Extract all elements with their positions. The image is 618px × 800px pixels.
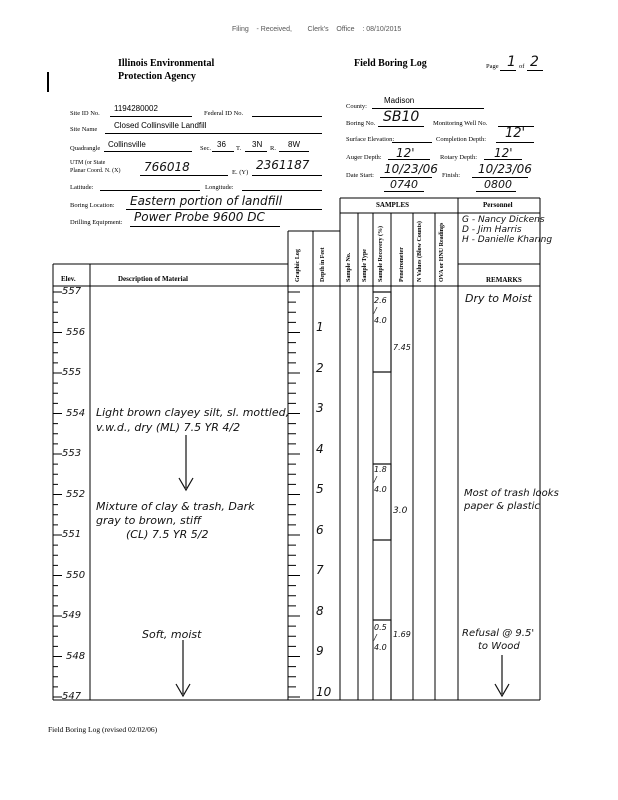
elevation-label: 549 (62, 610, 82, 621)
description-2-line1: Mixture of clay & trash, Dark (96, 500, 255, 513)
description-1-line2: v.w.d., dry (ML) 7.5 YR 4/2 (96, 421, 241, 434)
sample-1-pen: 7.45 (393, 343, 411, 352)
site-id-value: 1194280002 (114, 104, 158, 113)
utm-label2: Planar Coord. N. (X) (70, 168, 121, 174)
depth-label: 3 (316, 401, 324, 415)
sample-recovery-header: Sample Recovery (%) (378, 226, 384, 282)
elevation-label: 551 (62, 529, 82, 540)
graphic-log-header: Graphic Log (295, 249, 301, 282)
sample-2-pen: 3.0 (393, 506, 408, 516)
remark-2-line1: Most of trash looks (464, 488, 559, 499)
penetrometer-header: Penetrometer (399, 247, 405, 282)
n-values-header: N Values (Blow Counts) (417, 221, 423, 282)
form-title: Field Boring Log (354, 58, 427, 69)
surface-elevation-label: Surface Elevation: (346, 136, 395, 143)
remarks-header: REMARKS (486, 276, 522, 284)
personnel-header: Personnel (483, 201, 513, 209)
site-id-label: Site ID No. (70, 110, 100, 117)
agency-line2: Protection Agency (118, 71, 196, 82)
depth-label: 8 (316, 603, 324, 618)
description-2-line2: gray to brown, stiff (96, 514, 202, 527)
description-1-line1: Light brown clayey silt, sl. mottled, (96, 406, 290, 419)
filing-stamp: Filing - Received, Clerk's Office : 08/10/2015 (232, 26, 402, 33)
county-value: Madison (384, 96, 415, 105)
date-start-label: Date Start: (346, 172, 374, 179)
depth-label: 7 (316, 563, 324, 577)
remark-1: Dry to Moist (465, 292, 532, 305)
page-total: 2 (530, 54, 539, 70)
sample-3-recovery: 0.5 / 4.0 (374, 623, 387, 652)
boring-location-value: Eastern portion of landfill (130, 194, 283, 208)
remark-2-line2: paper & plastic (464, 501, 540, 512)
t-label: T. (236, 145, 242, 152)
elevation-label: 557 (62, 286, 82, 297)
sample-1-recovery: 2.6 / 4.0 (374, 296, 387, 325)
description-header: Description of Material (118, 275, 188, 283)
monitoring-well-label: Monitoring Well No. (433, 120, 488, 127)
time-finish-value: 0800 (484, 178, 512, 191)
remark-3-line2: to Wood (478, 641, 520, 652)
boring-no-value: SB10 (383, 109, 420, 125)
t-value: 3N (252, 140, 263, 149)
sample-3-pen: 1.69 (393, 630, 411, 639)
depth-label: 5 (316, 482, 324, 496)
page-of-label: of (519, 63, 525, 70)
federal-id-label: Federal ID No. (204, 110, 244, 117)
elevation-label: 554 (66, 407, 86, 419)
r-value: 8W (288, 140, 300, 149)
sec-value: 36 (217, 140, 226, 149)
sample-no-header: Sample No. (346, 252, 352, 282)
page-current: 1 (507, 54, 516, 70)
auger-depth-label: Auger Depth: (346, 154, 382, 161)
elevation-label: 555 (62, 367, 82, 378)
longitude-label: Longitude: (205, 184, 234, 191)
date-start-value: 10/23/06 (384, 162, 438, 176)
ova-header: OVA or HNU Readings (439, 222, 445, 282)
personnel-1: G - Nancy Dickens (462, 215, 545, 225)
page-label: Page (486, 63, 499, 70)
utm-e-label: E. (Y) (232, 169, 249, 176)
remark-2 (464, 487, 559, 513)
personnel-2: D - Jim Harris (462, 225, 522, 235)
rotary-depth-label: Rotary Depth: (440, 154, 478, 161)
depth-label: 9 (316, 644, 324, 658)
rotary-depth-value: 12' (494, 146, 513, 160)
drilling-equipment-value: Power Probe 9600 DC (134, 210, 265, 224)
elevation-label: 547 (62, 691, 82, 702)
remark-3-line1: Refusal @ 9.5' (462, 628, 535, 639)
depth-label: 4 (316, 441, 324, 456)
remark-3 (462, 627, 534, 653)
depth-header: Depth in Feet (320, 247, 326, 282)
completion-depth-value: 12' (505, 126, 526, 141)
county-label: County: (346, 103, 367, 110)
depth-label: 6 (316, 522, 324, 537)
quadrangle-label: Quadrangle (70, 145, 101, 152)
r-label: R. (270, 145, 276, 152)
footer-revision: Field Boring Log (revised 02/02/06) (48, 725, 158, 734)
elev-header: Elev. (61, 275, 76, 283)
elevation-label: 553 (62, 448, 82, 459)
completion-depth-label: Completion Depth: (436, 136, 487, 143)
boring-location-label: Boring Location: (70, 202, 115, 209)
agency-line1: Illinois Environmental (118, 58, 215, 69)
elevation-label: 550 (66, 569, 86, 581)
sample-type-header: Sample Type (362, 249, 368, 282)
utm-e-value: 2361187 (256, 158, 310, 172)
description-2-line3: (CL) 7.5 YR 5/2 (126, 528, 209, 541)
auger-depth-value: 12' (396, 146, 415, 160)
sample-2-recovery: 1.8 / 4.0 (374, 465, 387, 494)
boring-no-label: Boring No. (346, 120, 376, 127)
quadrangle-value: Collinsville (108, 140, 146, 149)
depth-label: 10 (316, 684, 332, 699)
site-name-label: Site Name (70, 126, 98, 133)
description-3-line1: Soft, moist (142, 628, 202, 641)
elevation-label: 556 (66, 326, 86, 338)
site-name-value: Closed Collinsville Landfill (114, 121, 207, 130)
depth-label: 2 (316, 360, 324, 375)
utm-n-value: 766018 (144, 160, 190, 174)
sec-label: Sec. (200, 145, 212, 152)
elevation-label: 548 (66, 650, 86, 662)
time-start-value: 0740 (390, 178, 418, 191)
utm-label1: UTM (or State (70, 160, 106, 166)
latitude-label: Latitude: (70, 184, 94, 191)
drilling-equipment-label: Drilling Equipment: (70, 219, 123, 226)
personnel-3: H - Danielle Kharing (462, 235, 553, 245)
date-finish-value: 10/23/06 (478, 162, 532, 176)
finish-label: Finish: (442, 172, 461, 179)
elevation-label: 552 (66, 488, 86, 500)
samples-header: SAMPLES (376, 201, 410, 209)
depth-label: 1 (316, 320, 324, 334)
